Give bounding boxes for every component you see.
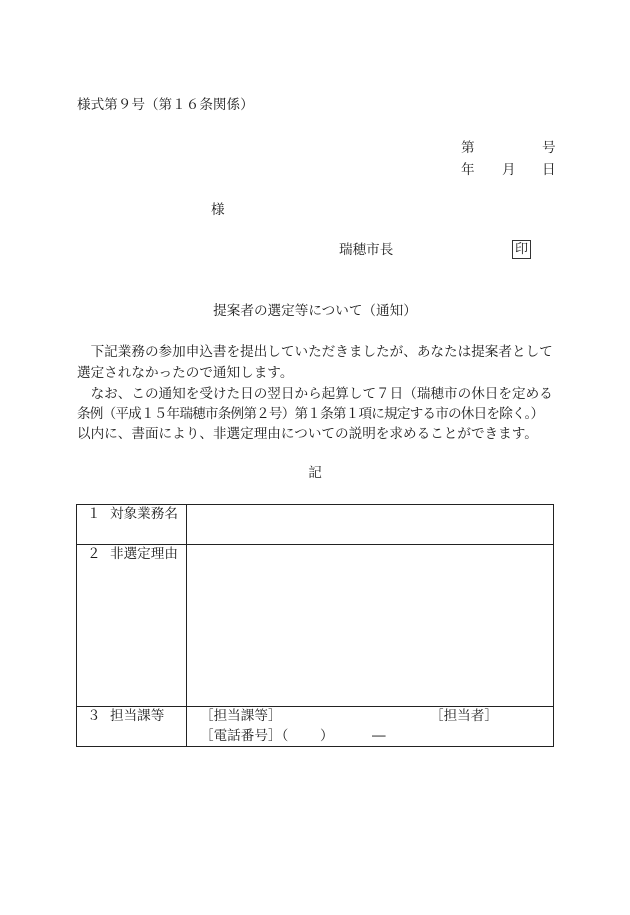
non-selection-reason-field [187, 545, 553, 706]
department-label: ［担当課等］ [200, 708, 282, 724]
row-number: １ [87, 506, 101, 522]
phone-area-open-paren: （ [281, 728, 289, 744]
row-label: 対象業務名 [110, 506, 178, 522]
label-cell [77, 707, 187, 746]
body-line: 下記業務の参加申込書を提出していただきましたが、あなたは提案者として [90, 344, 553, 360]
row-label: 非選定理由 [110, 546, 178, 562]
ki-heading: 記 [308, 465, 322, 481]
seal-label: 印 [514, 242, 528, 257]
phone-area-close-paren: ） [320, 728, 334, 744]
table-row-target-business [77, 505, 553, 545]
date-year-label: 年 [461, 162, 475, 178]
contact-line-department [187, 707, 553, 727]
target-business-name-field [187, 505, 553, 544]
sender-name: 瑞穂市長 [339, 242, 394, 258]
person-in-charge-label: ［担当者］ [430, 708, 498, 724]
row-number: ３ [87, 708, 101, 724]
addressee-honorific: 様 [211, 202, 225, 218]
label-cell [77, 545, 187, 706]
document-number-prefix: 第 [461, 140, 475, 156]
table-row-non-selection-reason [77, 545, 553, 707]
phone-label: ［電話番号］ [200, 728, 282, 744]
phone-label-group [200, 727, 288, 746]
body-line: 選定されなかったので通知します。 [77, 365, 294, 381]
contact-field [187, 707, 553, 746]
date-day-label: 日 [542, 162, 556, 178]
document-number-suffix: 号 [542, 140, 556, 156]
seal-stamp-icon [512, 240, 531, 259]
form-number: 様式第９号（第１６条関係） [77, 97, 254, 113]
row-number: ２ [87, 546, 101, 562]
details-table [76, 504, 554, 747]
body-line: なお、この通知を受けた日の翌日から起算して７日（瑞穂市の休日を定める [90, 386, 553, 402]
phone-dash: ― [372, 728, 386, 744]
label-cell [77, 505, 187, 544]
table-row-contact [77, 707, 553, 746]
date-month-label: 月 [502, 162, 516, 178]
body-line: 条例（平成１５年瑞穂市条例第２号）第１条第１項に規定する市の休日を除く。） [77, 406, 544, 422]
row-label: 担当課等 [110, 708, 165, 724]
contact-line-phone [187, 727, 553, 747]
document-title: 提案者の選定等について（通知） [213, 303, 417, 319]
body-line: 以内に、書面により、非選定理由についての説明を求めることができます。 [77, 426, 538, 442]
